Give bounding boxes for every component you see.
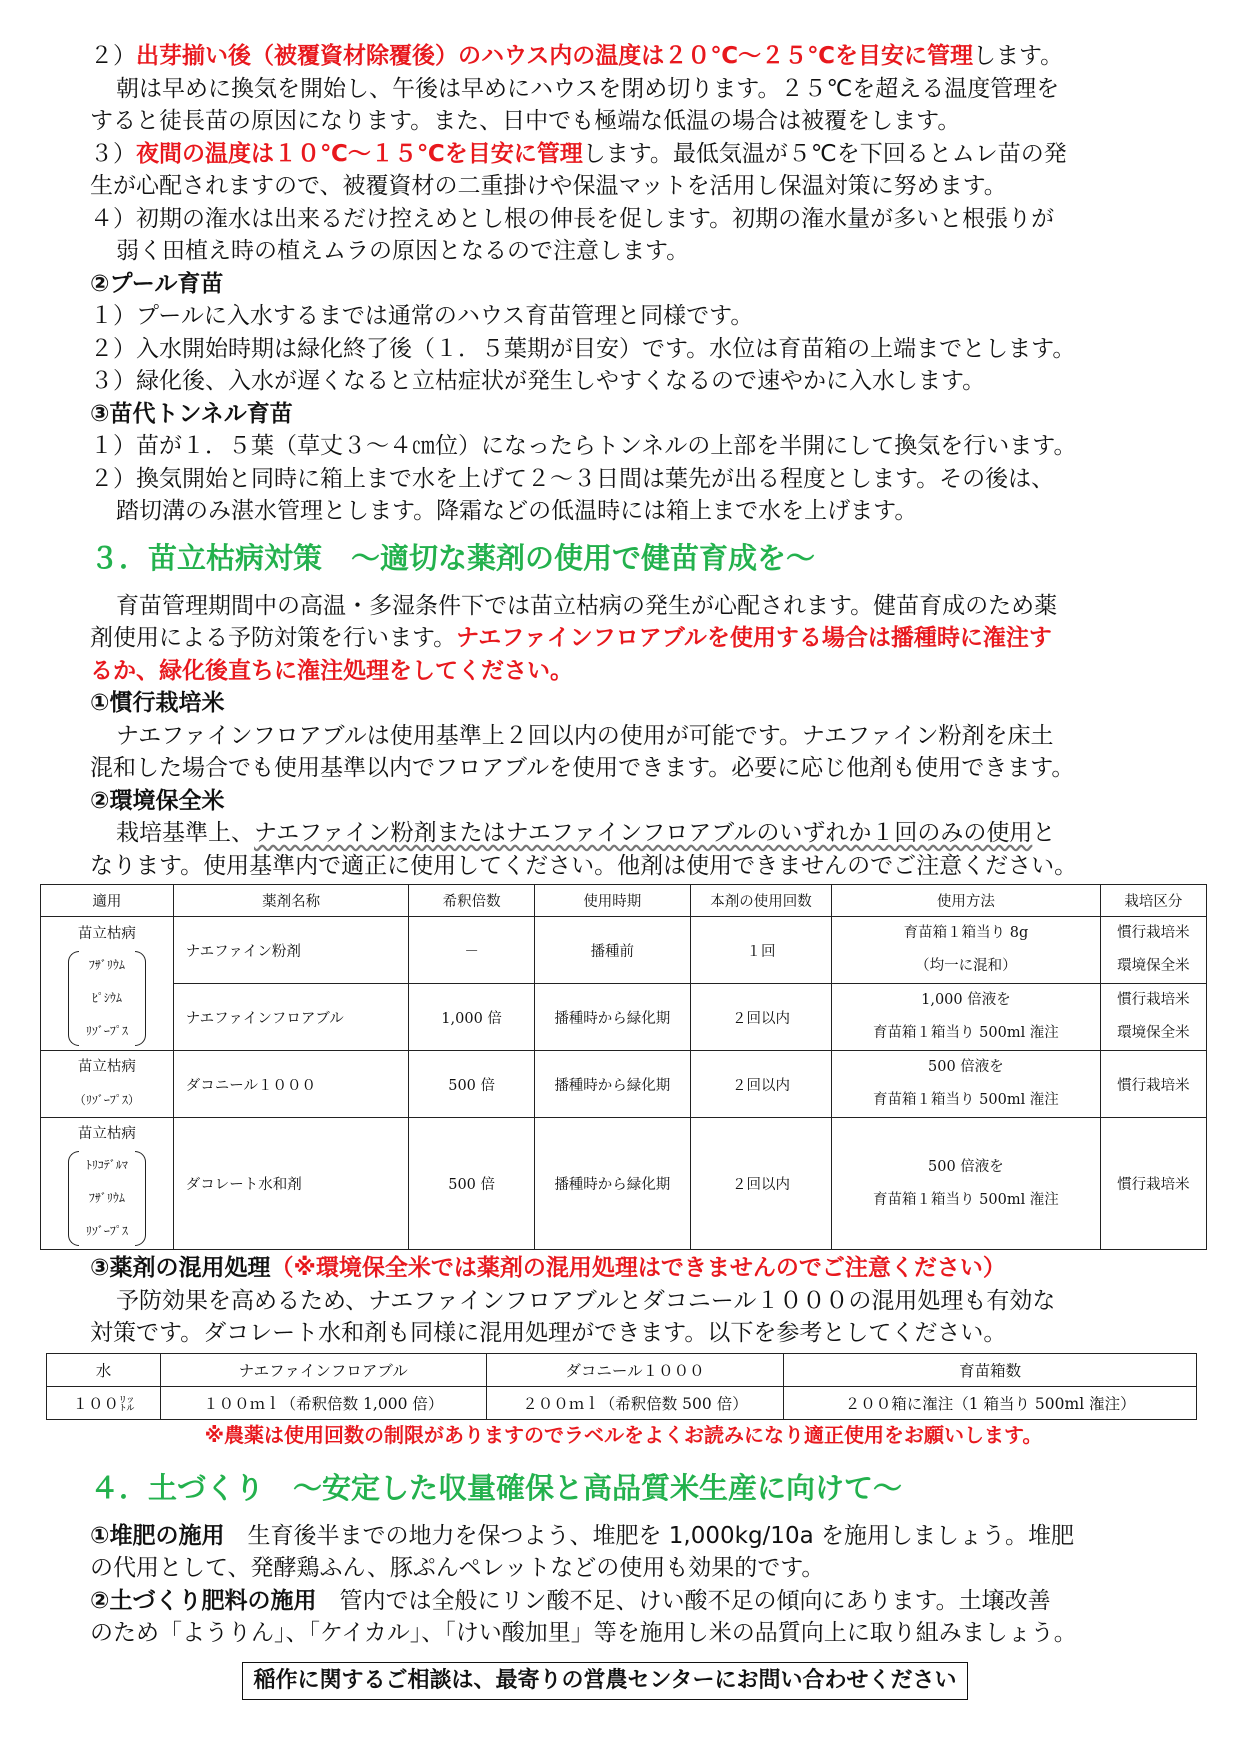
compost-line2: の代用として、発酵鶏ふん、豚ぷんペレットなどの使用も効果的です。 — [90, 1555, 825, 1581]
table-row — [41, 1118, 1207, 1250]
header-cell: 適用 — [41, 885, 174, 917]
contact-wrapper — [90, 1662, 1120, 1700]
chemical-name: ダコニール１０００ — [173, 1051, 409, 1118]
timing-cell: 播種時から緑化期 — [534, 984, 690, 1051]
conventional-title: ①慣行栽培米 — [90, 690, 225, 716]
class-cell: 慣行栽培米 — [1100, 1118, 1206, 1250]
pesticide-table — [40, 884, 1207, 1250]
body-text: します。 — [973, 43, 1064, 69]
table-cell: ２００箱に潅注（1 箱当り 500ml 潅注） — [784, 1386, 1197, 1419]
fertilizer-title: ②土づくり肥料の施用 — [90, 1587, 317, 1614]
pathogen-name: ﾋﾟｼｳﾑ — [91, 991, 122, 1005]
tunnel-item-3: 踏切溝のみ湛水管理とします。降霜などの低温時には箱上まで水を上げます。 — [116, 498, 918, 524]
table-row — [41, 917, 1207, 984]
method-line: 育苗箱１箱当り 500ml 潅注 — [873, 1092, 1059, 1108]
class-line: 慣行栽培米 — [1117, 925, 1190, 941]
compost-line1 — [90, 1520, 1150, 1553]
dilution-cell: 500 倍 — [409, 1051, 534, 1118]
method-line: 1,000 倍液を — [921, 992, 1011, 1008]
usage-note: ※農薬は使用回数の制限がありますのでラベルをよくお読みになり適正使用をお願いします。 — [204, 1422, 1043, 1447]
method-line: 育苗箱１箱当り 500ml 潅注 — [873, 1191, 1059, 1208]
class-cell — [1100, 984, 1206, 1051]
item2-line2: 朝は早めに換気を開始し、午後は早めにハウスを閉め切ります。２５℃を超える温度管理を — [116, 75, 1060, 102]
table-header-row — [47, 1353, 1197, 1386]
pathogen-name: ﾌｻﾞﾘｳﾑ — [88, 958, 125, 972]
header-cell: 使用方法 — [832, 885, 1101, 917]
section4-heading: ４．土づくり ～安定した収量確保と高品質米生産に向けて～ — [90, 1470, 903, 1505]
header-cell: 希釈倍数 — [409, 885, 534, 917]
eco-line2: なります。使用基準内で適正に使用してください。他剤は使用できませんのでご注意ください。 — [90, 852, 1078, 879]
eco-title: ②環境保全米 — [90, 787, 225, 814]
emphasis-text: 出芽揃い後（被覆資材除覆後）のハウス内の温度は２０℃～２５℃を目安に管理 — [136, 43, 974, 69]
class-line: 環境保全米 — [1117, 958, 1190, 974]
times-cell: １回 — [690, 917, 831, 984]
tunnel-item-2: ２）換気開始と同時に箱上まで水を上げて２～３日間は葉先が出る程度とします。その後は、 — [90, 465, 1055, 492]
section3-intro-line1: 育苗管理期間中の高温・多湿条件下では苗立枯病の発生が心配されます。健苗育成のため薬 — [116, 592, 1058, 619]
method-cell — [832, 917, 1101, 984]
disease-name: 苗立枯病 — [77, 1059, 136, 1075]
emphasis-text: 夜間の温度は１０℃～１５℃を目安に管理 — [136, 140, 583, 167]
eco-line1 — [90, 817, 1150, 850]
timing-cell: 播種時から緑化期 — [534, 1051, 690, 1118]
header-cell: 薬剤名称 — [173, 885, 409, 917]
class-line: 慣行栽培米 — [1117, 992, 1190, 1008]
times-cell: ２回以内 — [690, 1118, 831, 1250]
section3-intro-line2 — [90, 622, 1150, 655]
item4-line2: 弱く田植え時の植えムラの原因となるので注意します。 — [116, 238, 690, 264]
table-header-row — [41, 885, 1207, 917]
item4-line1: ４）初期の潅水は出来るだけ控えめとし根の伸長を促します。初期の潅水量が多いと根張りが — [90, 205, 1055, 232]
method-cell — [832, 1051, 1101, 1118]
body-text: 栽培基準上、 — [116, 820, 254, 846]
item-number: ２） — [90, 43, 136, 69]
table-row — [47, 1386, 1197, 1419]
header-cell: 水 — [47, 1353, 161, 1386]
body-text: 生育後半までの地力を保つよう、堆肥を 1,000kg/10a を施用しましょう。堆肥 — [224, 1522, 1074, 1549]
pathogen-name: （ﾘｿﾞｰﾌﾟｽ） — [73, 1093, 140, 1107]
table-row — [41, 1051, 1207, 1118]
application-cell — [41, 1118, 174, 1250]
pool-item-3: ３）緑化後、入水が遅くなると立枯症状が発生しやすくなるので速やかに入水します。 — [90, 368, 986, 394]
item3-line2: 生が心配されますので、被覆資材の二重掛けや保温マットを活用し保温対策に努めます。 — [90, 173, 1007, 199]
method-line: 育苗箱１箱当り 500ml 潅注 — [873, 1025, 1059, 1041]
times-cell: ２回以内 — [690, 1051, 831, 1118]
body-text: と — [1032, 820, 1056, 846]
header-cell: 育苗箱数 — [784, 1353, 1197, 1386]
header-cell: 本剤の使用回数 — [690, 885, 831, 917]
section3-heading: ３．苗立枯病対策 ～適切な薬剤の使用で健苗育成を～ — [90, 540, 816, 575]
mix-table — [46, 1353, 1197, 1420]
timing-cell: 播種時から緑化期 — [534, 1118, 690, 1250]
body-text: します。最低気温が５℃を下回るとムレ苗の発 — [582, 140, 1067, 167]
class-cell: 慣行栽培米 — [1100, 1051, 1206, 1118]
item2-line3: すると徒長苗の原因になります。また、日中でも極端な低温の場合は被覆をします。 — [90, 108, 961, 134]
tunnel-item-1: １）苗が１．５葉（草丈３～４㎝位）になったらトンネルの上部を半開にして換気を行います。 — [90, 433, 1077, 459]
fertilizer-line1 — [90, 1585, 1150, 1618]
item3-line1 — [90, 138, 1150, 171]
conventional-line2: 混和した場合でも使用基準以内でフロアブルを使用できます。必要に応じ他剤も使用できます。 — [90, 755, 1075, 781]
dilution-cell: － — [409, 917, 534, 984]
application-cell — [41, 917, 174, 1051]
chemical-name: ダコレート水和剤 — [173, 1118, 409, 1250]
mix-line1: 予防効果を高めるため、ナエファインフロアブルとダコニール１０００の混用処理も有効な — [116, 1287, 1056, 1314]
method-line: （均一に混和） — [915, 958, 1017, 974]
chemical-name: ナエファインフロアブル — [173, 984, 409, 1051]
table-cell: ２００ｍｌ（希釈倍数 500 倍） — [486, 1386, 784, 1419]
compost-title: ①堆肥の施用 — [90, 1522, 225, 1549]
method-line: 育苗箱１箱当り 8g — [903, 925, 1029, 941]
table-cell: １００㍑ — [47, 1386, 161, 1419]
fertilizer-line2: のため「ようりん」、「ケイカル」、「けい酸加里」等を施用し米の品質向上に取り組みましょう。 — [90, 1620, 1077, 1646]
pathogen-name: ﾌｻﾞﾘｳﾑ — [88, 1191, 125, 1205]
dilution-cell: 500 倍 — [409, 1118, 534, 1250]
pathogen-name: ﾄﾘｺﾃﾞﾙﾏ — [85, 1158, 128, 1172]
underlined-text: ナエファイン粉剤またはナエファインフロアブルのいずれか１回のみの使用 — [254, 820, 1033, 846]
disease-name: 苗立枯病 — [77, 1126, 136, 1142]
method-line: 500 倍液を — [928, 1158, 1004, 1175]
tunnel-title: ③苗代トンネル育苗 — [90, 400, 293, 427]
method-cell — [832, 1118, 1101, 1250]
disease-name: 苗立枯病 — [77, 926, 136, 942]
chemical-name: ナエファイン粉剤 — [173, 917, 409, 984]
item2-line1 — [90, 40, 1150, 73]
pathogen-name: ﾘｿﾞｰﾌﾟｽ — [85, 1224, 128, 1238]
times-cell: ２回以内 — [690, 984, 831, 1051]
mix-line2: 対策です。ダコレート水和剤も同様に混用処理ができます。以下を参考としてください。 — [90, 1320, 1007, 1346]
conventional-line1: ナエファインフロアブルは使用基準上２回以内の使用が可能です。ナエファイン粉剤を床土 — [116, 722, 1054, 749]
class-cell — [1100, 917, 1206, 984]
mix-title: ③薬剤の混用処理 — [90, 1255, 271, 1281]
header-cell: 栽培区分 — [1100, 885, 1206, 917]
section3-intro-line3: るか、緑化後直ちに潅注処理をしてください。 — [90, 657, 573, 684]
method-cell — [832, 984, 1101, 1051]
emphasis-text: ナエファインフロアブルを使用する場合は播種時に潅注す — [456, 625, 1052, 651]
pathogen-group — [72, 1149, 142, 1248]
pool-item-2: ２）入水開始時期は緑化終了後（１．５葉期が目安）です。水位は育苗箱の上端までとします。 — [90, 335, 1076, 362]
emphasis-text: （※環境保全米では薬剤の混用処理はできませんのでご注意ください） — [270, 1255, 1006, 1281]
table-cell: １００ｍｌ（希釈倍数 1,000 倍） — [160, 1386, 486, 1419]
class-line: 環境保全米 — [1117, 1025, 1190, 1041]
header-cell: ナエファインフロアブル — [160, 1353, 486, 1386]
body-text: 剤使用による予防対策を行います。 — [90, 625, 457, 651]
contact-box: 稲作に関するご相談は、最寄りの営農センターにお問い合わせください — [242, 1662, 967, 1700]
application-cell — [41, 1051, 174, 1118]
header-cell: ダコニール１０００ — [486, 1353, 784, 1386]
document-page — [72, 40, 1190, 1700]
item-number: ３） — [90, 140, 136, 167]
pathogen-group — [72, 949, 142, 1048]
table-row — [41, 984, 1207, 1051]
pathogen-name: ﾘｿﾞｰﾌﾟｽ — [85, 1024, 128, 1038]
body-text: 管内では全般にリン酸不足、けい酸不足の傾向にあります。土壌改善 — [316, 1587, 1051, 1614]
dilution-cell: 1,000 倍 — [409, 984, 534, 1051]
mix-title-line — [90, 1252, 1150, 1285]
timing-cell: 播種前 — [534, 917, 690, 984]
method-line: 500 倍液を — [928, 1059, 1004, 1075]
pool-item-1: １）プールに入水するまでは通常のハウス育苗管理と同様です。 — [90, 303, 754, 329]
header-cell: 使用時期 — [534, 885, 690, 917]
pool-title: ②プール育苗 — [90, 270, 224, 297]
